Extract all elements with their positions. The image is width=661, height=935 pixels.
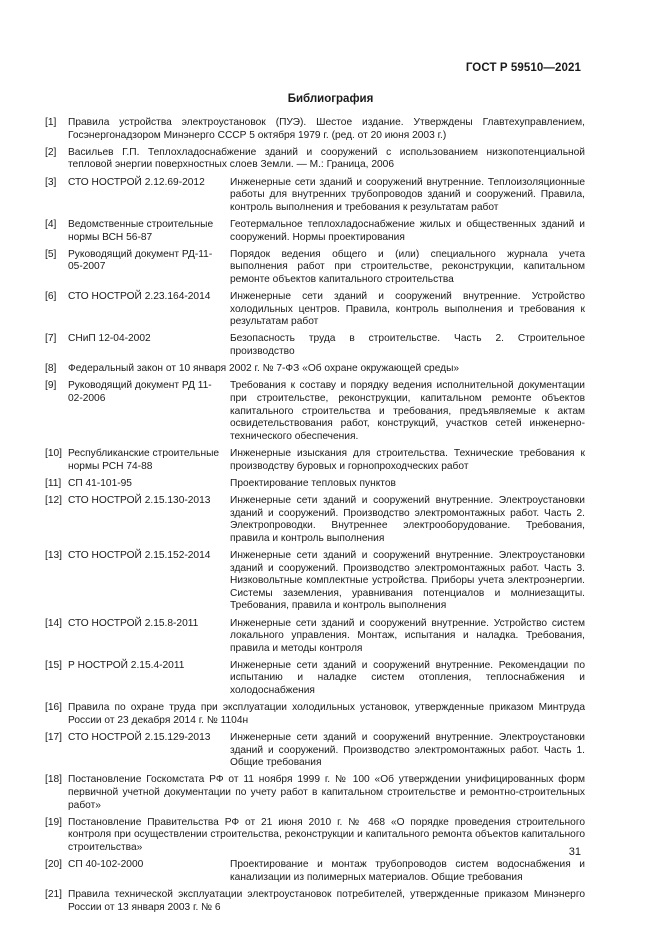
entry-number: [17]: [45, 732, 62, 744]
bibliography-entry: [45, 333, 585, 358]
entry-source: СТО НОСТРОЙ 2.12.69-2012: [68, 176, 205, 188]
entry-title: Инженерные сети зданий и сооружений внутренние. Электроустановки зданий и сооружений. Производство электромонтажных работ. Часть 1. Общие требования: [230, 732, 585, 769]
bibliography-entry: [45, 117, 585, 142]
entry-number: [5]: [45, 248, 57, 260]
bibliography-entry: [45, 550, 585, 613]
entry-source: СП 40-102-2000: [68, 859, 144, 871]
bibliography-entry: [45, 618, 585, 656]
entry-number: [15]: [45, 659, 62, 671]
entry-number: [10]: [45, 448, 62, 459]
bibliography-entry: [45, 478, 585, 491]
entry-source: СТО НОСТРОЙ 2.15.152-2014: [68, 549, 211, 561]
bibliography-entry: [45, 363, 585, 376]
section-title: Библиография: [287, 93, 374, 105]
entry-text: Постановление Правительства РФ от 21 июня 2010 г. № 468 «О порядке проведения строительного контроля при осуществлении строительства, реконструкции и капитального ремонта объектов капитального строительства»: [68, 816, 585, 853]
entry-number: [11]: [45, 477, 62, 489]
entry-number: [16]: [45, 702, 62, 714]
entry-number: [8]: [45, 363, 57, 375]
entry-title: Инженерные сети зданий и сооружений внутренние. Электроустановки зданий и сооружений. Производство электромонтажных работ. Часть 2. Электропроводки. Внутреннее электрооборудование. Требования, правила и контроль выполнения: [230, 494, 585, 544]
entry-source: СТО НОСТРОЙ 2.15.129-2013: [68, 732, 211, 744]
entry-title: Инженерные сети зданий и сооружений внутренние. Устройство холодильных центров. Правила, контроль выполнения и требования к результатам работ: [230, 291, 585, 328]
entry-text: Федеральный закон от 10 января 2002 г. № 7-ФЗ «Об охране окружающей среды»: [68, 363, 460, 375]
entry-title: Безопасность труда в строительстве. Часть 2. Строительное производство: [230, 333, 585, 358]
entry-title: Инженерные сети зданий и сооружений внутренние. Электроустановки зданий и сооружений. Производство электромонтажных работ. Часть 3. Низковольтные комплектные устройства. Приборы учета электроэнергии. Системы заземления, уравнивания потенциалов и молниезащиты. Требования, правила и контроль выполнения: [230, 549, 585, 612]
entry-title: Требования к составу и порядку ведения исполнительной документации при строительстве, реконструкции, капитальном ремонте объектов капитального строительства и требования, предъявляемые к актам освидетельствования работ, конструкций, участков сетей инженерно-технического обеспечения.: [230, 380, 585, 442]
entry-title: Порядок ведения общего и (или) специального журнала учета выполнения работ при строительстве, реконструкции, капитальном ремонте объектов капитального строительства: [230, 248, 585, 285]
entry-number: [4]: [45, 218, 57, 230]
entry-number: [20]: [45, 859, 62, 871]
entry-text: Постановление Госкомстата РФ от 11 ноября 1999 г. № 100 «Об утверждении унифицированных форм первичной учетной документации по учету работ в капитальном строительстве и ремонтно-строительных работ»: [68, 774, 585, 811]
page-number: 31: [568, 846, 581, 858]
bibliography-entry: [45, 732, 585, 770]
bibliography-entry: [45, 219, 585, 244]
bibliography-entry: [45, 660, 585, 698]
bibliography-entry: [45, 380, 585, 443]
entry-source: Р НОСТРОЙ 2.15.4-2011: [68, 659, 185, 671]
entry-number: [9]: [45, 380, 57, 392]
entry-source: Республиканские строительные нормы РСН 74-88: [68, 448, 220, 472]
entry-source: СТО НОСТРОЙ 2.15.8-2011: [68, 617, 199, 629]
entry-source: СТО НОСТРОЙ 2.15.130-2013: [68, 494, 211, 506]
entry-source: СНиП 12-04-2002: [68, 333, 151, 345]
entry-number: [19]: [45, 816, 62, 828]
bibliography-entry: [45, 702, 585, 727]
entry-number: [13]: [45, 549, 62, 561]
bibliography-entry: [45, 495, 585, 545]
entry-title: Геотермальное теплохладоснабжение жилых и общественных зданий и сооружений. Нормы проектирования: [230, 218, 585, 243]
entry-source: СТО НОСТРОЙ 2.23.164-2014: [68, 291, 211, 303]
entry-text: Правила по охране труда при эксплуатации холодильных установок, утвержденные приказом Минтруда России от 23 декабря 2014 г. № 1104н: [68, 702, 585, 726]
entry-source: СП 41-101-95: [68, 477, 132, 489]
entry-title: Инженерные сети зданий и сооружений внутренние. Рекомендации по испытанию и наладке систем отопления, теплоснабжения и холодоснабжения: [230, 659, 585, 697]
bibliography-list: [45, 117, 585, 919]
document-code: ГОСТ Р 59510—2021: [465, 62, 581, 74]
entry-text: Правила технической эксплуатации электроустановок потребителей, утвержденные приказом Минэнерго России от 13 января 2003 г. № 6: [68, 888, 585, 913]
entry-number: [7]: [45, 333, 57, 345]
entry-source: Руководящий документ РД 11-02-2006: [68, 380, 212, 405]
entry-number: [18]: [45, 774, 62, 786]
entry-source: Ведомственные строительные нормы ВСН 56-87: [68, 218, 214, 243]
entry-text: Васильев Г.П. Теплохладоснабжение зданий и сооружений с использованием низкопотенциальной тепловой энергии поверхностных слоев Земли. — М.: Граница, 2006: [68, 146, 585, 171]
entry-number: [14]: [45, 617, 62, 629]
bibliography-entry: [45, 817, 585, 855]
bibliography-entry: [45, 448, 585, 473]
entry-title: Проектирование и монтаж трубопроводов систем водоснабжения и канализации из полимерных материалов. Общие требования: [230, 859, 585, 883]
bibliography-entry: [45, 859, 585, 884]
entry-number: [12]: [45, 494, 62, 506]
bibliography-entry: [45, 249, 585, 287]
entry-title: Инженерные сети зданий и сооружений внутренние. Теплоизоляционные работы для внутренних трубопроводов зданий и сооружений. Правила, контроль выполнения и требования к результатам работ: [230, 176, 585, 213]
entry-text: Правила устройства электроустановок (ПУЭ). Шестое издание. Утверждены Главтехуправлением, Госэнергонадзором Минэнерго СССР 5 октября 1979 г. (ред. от 20 июня 2003 г.): [68, 117, 585, 141]
entry-source: Руководящий документ РД-11-05-2007: [68, 248, 213, 273]
entry-number: [3]: [45, 176, 57, 188]
bibliography-entry: [45, 774, 585, 812]
entry-number: [2]: [45, 146, 57, 158]
entry-number: [21]: [45, 888, 62, 900]
entry-title: Проектирование тепловых пунктов: [230, 477, 396, 489]
bibliography-entry: [45, 889, 585, 914]
entry-title: Инженерные изыскания для строительства. Технические требования к производству буровых и горнопроходческих работ: [230, 448, 585, 472]
entry-number: [1]: [45, 117, 57, 128]
entry-number: [6]: [45, 291, 57, 303]
bibliography-entry: [45, 147, 585, 172]
bibliography-entry: [45, 177, 585, 215]
entry-title: Инженерные сети зданий и сооружений внутренние. Устройство систем локального управления. Монтаж, испытания и наладка. Требования, правила и методы контроля: [230, 617, 585, 654]
bibliography-entry: [45, 291, 585, 329]
